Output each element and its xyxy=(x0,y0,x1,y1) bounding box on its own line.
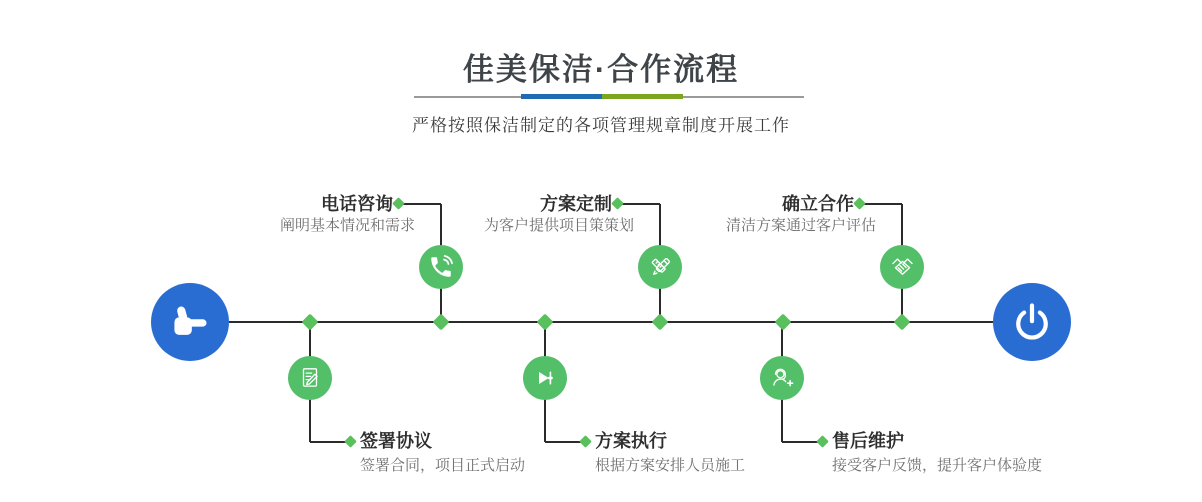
handshake-icon xyxy=(889,254,916,281)
step-desc-aftersales: 接受客户反馈，提升客户体验度 xyxy=(832,457,1043,474)
divider-blue-segment xyxy=(521,94,602,99)
step-title-aftersales: 售后维护 xyxy=(832,431,904,451)
contract-pen-icon xyxy=(297,365,323,391)
headset-plus-icon xyxy=(769,365,795,391)
label-diamond xyxy=(816,435,829,448)
step-node-phone xyxy=(419,245,463,289)
title-divider-accent xyxy=(521,94,683,99)
timeline xyxy=(229,321,993,323)
play-slider-icon xyxy=(532,365,558,391)
step-desc-cooperation: 清洁方案通过客户评估 xyxy=(725,217,876,234)
phone-icon xyxy=(428,254,454,280)
step-node-aftersales xyxy=(760,356,804,400)
pencil-ruler-icon xyxy=(647,254,674,281)
label-diamond xyxy=(611,197,624,210)
timeline-diamond xyxy=(652,314,669,331)
label-elbow-top-3 xyxy=(862,203,902,205)
step-desc-phone: 阐明基本情况和需求 xyxy=(279,217,415,234)
step-desc-design: 为客户提供项目策策划 xyxy=(483,217,634,234)
timeline-diamond xyxy=(537,314,554,331)
step-desc-execution: 根据方案安排人员施工 xyxy=(595,457,746,474)
pointing-hand-icon xyxy=(168,300,212,344)
end-node xyxy=(993,283,1071,361)
page-subtitle: 严格按照保洁制定的各项管理规章制度开展工作 xyxy=(412,116,790,135)
step-title-contract: 签署协议 xyxy=(360,431,432,451)
label-diamond xyxy=(344,435,357,448)
power-icon xyxy=(1010,300,1054,344)
start-node xyxy=(151,283,229,361)
page-title: 佳美保洁·合作流程 xyxy=(462,52,740,87)
label-diamond xyxy=(853,197,866,210)
step-node-cooperation xyxy=(880,245,924,289)
step-title-execution: 方案执行 xyxy=(595,431,667,451)
label-diamond xyxy=(392,197,405,210)
label-elbow-top-2 xyxy=(620,203,660,205)
step-title-design: 方案定制 xyxy=(540,194,612,214)
label-elbow-top-1 xyxy=(401,203,441,205)
step-title-cooperation: 确立合作 xyxy=(782,194,854,214)
label-diamond xyxy=(579,435,592,448)
step-node-design xyxy=(638,245,682,289)
step-node-contract xyxy=(288,356,332,400)
step-node-execution xyxy=(523,356,567,400)
step-desc-contract: 签署合同，项目正式启动 xyxy=(360,457,526,474)
timeline-diamond xyxy=(302,314,319,331)
timeline-diamond xyxy=(894,314,911,331)
divider-green-segment xyxy=(602,94,683,99)
timeline-diamond xyxy=(775,314,792,331)
timeline-diamond xyxy=(433,314,450,331)
step-title-phone: 电话咨询 xyxy=(321,194,393,214)
